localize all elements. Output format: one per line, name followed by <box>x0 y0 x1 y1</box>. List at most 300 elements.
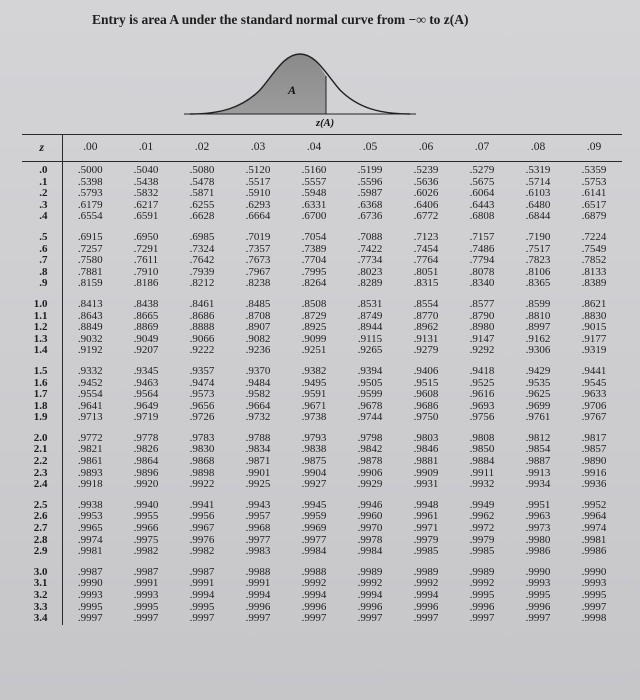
area-value: .9817 <box>581 431 607 444</box>
area-value: .8508 <box>301 297 327 310</box>
area-value: .8389 <box>581 277 607 290</box>
area-value: .6293 <box>245 198 271 211</box>
area-value: .6406 <box>413 198 439 211</box>
area-value: .5910 <box>245 187 271 200</box>
area-value: .9625 <box>525 388 551 401</box>
area-value: .9965 <box>62 523 118 535</box>
area-value: .9949 <box>469 498 495 511</box>
area-value: .5557 <box>301 175 327 188</box>
area-value: .9573 <box>189 388 215 401</box>
area-value: .9345 <box>133 364 159 377</box>
area-value: .9994 <box>189 589 215 601</box>
area-value: .7852 <box>581 254 607 267</box>
area-value: .9649 <box>133 399 159 412</box>
normal-curve-figure <box>180 42 420 130</box>
area-value: .9861 <box>62 456 118 468</box>
table-row <box>22 357 622 378</box>
area-value: .9382 <box>301 364 327 377</box>
shaded-area <box>190 54 326 114</box>
z-value: 1.7 <box>33 388 48 401</box>
area-value: .8554 <box>413 297 439 310</box>
area-value: .9881 <box>413 455 439 468</box>
area-value: .8531 <box>357 297 383 310</box>
area-value: .9940 <box>133 498 159 511</box>
table-caption: Entry is area A under the standard normal curve from −∞ to z(A) <box>92 12 469 27</box>
area-value: .7088 <box>357 230 383 243</box>
area-value: .9997 <box>245 612 271 625</box>
area-value: .9319 <box>581 344 607 357</box>
area-value: .9993 <box>581 577 607 590</box>
area-value: .9222 <box>189 344 215 357</box>
area-value: .9995 <box>62 602 118 614</box>
area-value: .7611 <box>133 254 159 267</box>
area-value: .6772 <box>413 210 439 223</box>
z-axis-label: z(A) <box>316 118 335 129</box>
area-value: .9418 <box>469 364 495 377</box>
area-value: .9830 <box>189 443 215 456</box>
area-value: .9545 <box>581 376 607 389</box>
area-value: .9332 <box>62 357 118 378</box>
z-table-header <box>22 135 622 162</box>
area-value: .7157 <box>469 230 495 243</box>
area-value: .9608 <box>413 388 439 401</box>
area-value: .9922 <box>189 478 215 491</box>
area-value: .9599 <box>357 388 383 401</box>
area-value: .9994 <box>245 589 271 601</box>
area-value: .9938 <box>62 491 118 512</box>
area-value: .6026 <box>413 187 439 200</box>
area-value: .9535 <box>525 376 551 389</box>
area-value: .6950 <box>133 230 159 243</box>
area-value: .8212 <box>189 277 215 290</box>
area-value: .9994 <box>357 589 383 601</box>
area-value: .9985 <box>469 545 495 558</box>
area-value: .5359 <box>581 164 607 176</box>
area-value: .9997 <box>189 612 215 625</box>
area-value: .9726 <box>189 411 215 424</box>
area-value: .9306 <box>525 344 551 357</box>
z-value: 1.4 <box>33 344 48 357</box>
z-value: 2.0 <box>33 431 48 444</box>
area-value: .5160 <box>301 164 327 176</box>
area-value: .9082 <box>245 332 271 345</box>
area-value: .8749 <box>357 309 383 322</box>
area-value: .9993 <box>525 577 551 590</box>
area-value: .9484 <box>245 376 271 389</box>
area-value: .5596 <box>357 175 383 188</box>
area-value: .9394 <box>357 364 383 377</box>
area-value: .9972 <box>469 522 495 535</box>
area-value: .9265 <box>357 344 383 357</box>
area-value: .6179 <box>62 200 118 212</box>
area-value: .9959 <box>301 510 327 523</box>
area-value: .8264 <box>301 277 327 290</box>
column-header: .06 <box>418 141 434 154</box>
table-row <box>22 546 622 558</box>
area-value: .9857 <box>581 443 607 456</box>
area-value: .9997 <box>62 613 118 625</box>
area-value: .7486 <box>469 242 495 255</box>
area-value: .6480 <box>525 198 551 211</box>
area-value: .5080 <box>189 164 215 176</box>
area-value: .9996 <box>301 600 327 613</box>
area-value: .9842 <box>357 443 383 456</box>
table-row <box>22 211 622 223</box>
column-header: .08 <box>530 141 546 154</box>
area-value: .8315 <box>413 277 439 290</box>
area-value: .9990 <box>62 578 118 590</box>
area-value: .9992 <box>301 577 327 590</box>
area-value: .9927 <box>301 478 327 491</box>
area-value: .8485 <box>245 297 271 310</box>
area-value: .7291 <box>133 242 159 255</box>
area-value: .7881 <box>62 267 118 279</box>
area-label: A <box>288 83 297 97</box>
area-value: .8340 <box>469 277 495 290</box>
area-value: .8962 <box>413 321 439 334</box>
area-value: .9974 <box>581 522 607 535</box>
area-value: .9955 <box>133 510 159 523</box>
area-value: .8665 <box>133 309 159 322</box>
area-value: .5987 <box>357 187 383 200</box>
column-header: .04 <box>306 141 322 154</box>
area-value: .9990 <box>581 565 607 578</box>
table-row <box>22 412 622 424</box>
table-row <box>22 290 622 311</box>
area-value: .9991 <box>189 577 215 590</box>
column-header: .03 <box>250 141 266 154</box>
area-value: .9788 <box>245 431 271 444</box>
area-value: .5040 <box>133 164 159 176</box>
area-value: .9452 <box>62 378 118 390</box>
area-value: .8849 <box>62 322 118 334</box>
area-value: .7517 <box>525 242 551 255</box>
area-value: .9641 <box>62 401 118 413</box>
area-value: .9957 <box>245 510 271 523</box>
area-value: .9678 <box>357 399 383 412</box>
area-value: .9987 <box>133 565 159 578</box>
area-value: .8708 <box>245 309 271 322</box>
area-value: .9761 <box>525 411 551 424</box>
area-value: .9616 <box>469 388 495 401</box>
area-value: .9991 <box>245 577 271 590</box>
area-value: .9474 <box>189 376 215 389</box>
area-value: .9920 <box>133 478 159 491</box>
area-value: .5120 <box>245 164 271 176</box>
area-value: .9989 <box>357 565 383 578</box>
area-value: .9992 <box>469 577 495 590</box>
area-value: .9982 <box>189 545 215 558</box>
area-value: .9783 <box>189 431 215 444</box>
column-header: .02 <box>194 141 210 154</box>
area-value: .9996 <box>525 600 551 613</box>
area-value: .9463 <box>133 376 159 389</box>
area-value: .6554 <box>62 211 118 223</box>
area-value: .5517 <box>245 175 271 188</box>
area-value: .9850 <box>469 443 495 456</box>
area-value: .9515 <box>413 376 439 389</box>
area-value: .7642 <box>189 254 215 267</box>
area-value: .7673 <box>245 254 271 267</box>
area-value: .9909 <box>413 466 439 479</box>
z-value: 2.3 <box>33 466 48 479</box>
area-value: .9997 <box>525 612 551 625</box>
area-value: .9772 <box>62 424 118 445</box>
area-value: .9997 <box>469 612 495 625</box>
area-value: .9964 <box>581 510 607 523</box>
area-value: .7454 <box>413 242 439 255</box>
z-value: 1.6 <box>33 376 48 389</box>
area-value: .9945 <box>301 498 327 511</box>
area-value: .9898 <box>189 466 215 479</box>
z-table <box>22 134 622 625</box>
area-value: .9980 <box>525 533 551 546</box>
area-value: .8577 <box>469 297 495 310</box>
area-value: .9991 <box>133 577 159 590</box>
area-value: .9131 <box>413 332 439 345</box>
area-value: .9995 <box>189 600 215 613</box>
z-value: 2.4 <box>33 478 48 491</box>
area-value: .5000 <box>62 162 118 177</box>
area-value: .9251 <box>301 344 327 357</box>
z-value: .8 <box>39 265 48 278</box>
area-value: .9671 <box>301 399 327 412</box>
area-value: .9279 <box>413 344 439 357</box>
area-value: .9990 <box>525 565 551 578</box>
area-value: .9846 <box>413 443 439 456</box>
area-value: .9878 <box>357 455 383 468</box>
area-value: .9893 <box>62 468 118 480</box>
area-value: .9996 <box>245 600 271 613</box>
area-value: .9525 <box>469 376 495 389</box>
area-value: .8907 <box>245 321 271 334</box>
area-value: .7967 <box>245 265 271 278</box>
area-value: .9686 <box>413 399 439 412</box>
area-value: .9706 <box>581 399 607 412</box>
area-value: .9996 <box>469 600 495 613</box>
area-value: .9997 <box>133 612 159 625</box>
area-value: .9884 <box>469 455 495 468</box>
table-row <box>22 590 622 602</box>
area-value: .9875 <box>301 455 327 468</box>
area-value: .9834 <box>245 443 271 456</box>
column-header: .00 <box>62 135 118 162</box>
area-value: .9664 <box>245 399 271 412</box>
area-value: .6064 <box>469 187 495 200</box>
table-row <box>22 613 622 625</box>
area-value: .7939 <box>189 265 215 278</box>
z-value: 2.5 <box>33 498 48 511</box>
area-value: .9979 <box>469 533 495 546</box>
z-value: 2.9 <box>33 545 48 558</box>
area-value: .9929 <box>357 478 383 491</box>
z-value: .5 <box>39 230 48 243</box>
area-value: .9032 <box>62 334 118 346</box>
area-value: .5948 <box>301 187 327 200</box>
z-value: .7 <box>39 254 48 267</box>
column-header: .07 <box>474 141 490 154</box>
area-value: .9963 <box>525 510 551 523</box>
area-value: .6664 <box>245 210 271 223</box>
area-value: .5675 <box>469 175 495 188</box>
area-value: .9916 <box>581 466 607 479</box>
area-value: .9969 <box>301 522 327 535</box>
area-value: .9943 <box>245 498 271 511</box>
table-row <box>22 345 622 357</box>
area-value: .6879 <box>581 210 607 223</box>
area-value: .9826 <box>133 443 159 456</box>
area-value: .9633 <box>581 388 607 401</box>
area-value: .9821 <box>62 444 118 456</box>
area-value: .9984 <box>357 545 383 558</box>
area-value: .9962 <box>469 510 495 523</box>
area-value: .7910 <box>133 265 159 278</box>
area-value: .7764 <box>413 254 439 267</box>
area-value: .5319 <box>525 164 551 176</box>
area-value: .9756 <box>469 411 495 424</box>
area-value: .8133 <box>581 265 607 278</box>
area-value: .9931 <box>413 478 439 491</box>
area-value: .7794 <box>469 254 495 267</box>
area-value: .9987 <box>189 565 215 578</box>
area-value: .6103 <box>525 187 551 200</box>
area-value: .9767 <box>581 411 607 424</box>
area-value: .9948 <box>413 498 439 511</box>
area-value: .5714 <box>525 175 551 188</box>
z-value: 1.3 <box>33 332 48 345</box>
area-value: .9996 <box>357 600 383 613</box>
area-value: .9971 <box>413 522 439 535</box>
column-header: .01 <box>138 141 154 154</box>
area-value: .5793 <box>62 188 118 200</box>
area-value: .9973 <box>525 522 551 535</box>
z-value: .3 <box>39 198 48 211</box>
area-value: .9995 <box>581 589 607 601</box>
area-value: .9429 <box>525 364 551 377</box>
area-value: .9989 <box>469 565 495 578</box>
z-value: 2.2 <box>33 455 48 468</box>
table-row <box>22 456 622 468</box>
table-row <box>22 389 622 401</box>
area-value: .5398 <box>62 177 118 189</box>
area-value: .9505 <box>357 376 383 389</box>
area-value: .8869 <box>133 321 159 334</box>
area-value: .9803 <box>413 431 439 444</box>
z-value: 1.5 <box>33 364 48 377</box>
area-value: .9998 <box>581 612 607 625</box>
area-value: .6255 <box>189 198 215 211</box>
area-value: .9934 <box>525 478 551 491</box>
area-value: .9838 <box>301 443 327 456</box>
area-value: .7190 <box>525 230 551 243</box>
area-value: .5199 <box>357 164 383 176</box>
area-value: .9441 <box>581 364 607 377</box>
area-value: .9983 <box>245 545 271 558</box>
area-value: .7324 <box>189 242 215 255</box>
table-row <box>22 278 622 290</box>
area-value: .9049 <box>133 332 159 345</box>
area-value: .9994 <box>413 589 439 601</box>
table-row <box>22 255 622 267</box>
area-value: .9993 <box>62 590 118 602</box>
area-value: .9918 <box>62 479 118 491</box>
area-value: .9887 <box>525 455 551 468</box>
area-value: .9988 <box>245 565 271 578</box>
area-value: .9890 <box>581 455 607 468</box>
area-value: .9995 <box>525 589 551 601</box>
table-row <box>22 523 622 535</box>
area-value: .9989 <box>413 565 439 578</box>
area-value: .8238 <box>245 277 271 290</box>
area-value: .9977 <box>301 533 327 546</box>
area-value: .9977 <box>245 533 271 546</box>
area-value: .9177 <box>581 332 607 345</box>
area-value: .5871 <box>189 187 215 200</box>
area-value: .9995 <box>133 600 159 613</box>
area-value: .9970 <box>357 522 383 535</box>
area-value: .9357 <box>189 364 215 377</box>
area-value: .9738 <box>301 411 327 424</box>
z-value: .6 <box>39 242 48 255</box>
z-value: 1.1 <box>33 309 48 322</box>
table-row <box>22 558 622 579</box>
z-value: 3.4 <box>33 612 48 625</box>
area-value: .5279 <box>469 164 495 176</box>
area-value: .9979 <box>413 533 439 546</box>
area-value: .7580 <box>62 255 118 267</box>
area-value: .6217 <box>133 198 159 211</box>
z-value: 2.6 <box>33 510 48 523</box>
area-value: .6331 <box>301 198 327 211</box>
area-value: .9744 <box>357 411 383 424</box>
z-value: .2 <box>39 187 48 200</box>
area-value: .8790 <box>469 309 495 322</box>
area-value: .9904 <box>301 466 327 479</box>
area-value: .8289 <box>357 277 383 290</box>
area-value: .6591 <box>133 210 159 223</box>
area-value: .9974 <box>62 535 118 547</box>
table-row <box>22 424 622 445</box>
area-value: .9162 <box>525 332 551 345</box>
area-value: .9406 <box>413 364 439 377</box>
area-value: .8888 <box>189 321 215 334</box>
area-value: .6844 <box>525 210 551 223</box>
area-value: .6915 <box>62 223 118 244</box>
area-value: .9871 <box>245 455 271 468</box>
area-value: .9996 <box>413 600 439 613</box>
area-value: .9975 <box>133 533 159 546</box>
area-value: .9292 <box>469 344 495 357</box>
area-value: .6368 <box>357 198 383 211</box>
z-value: 2.7 <box>33 522 48 535</box>
z-column-header: z <box>39 140 45 155</box>
area-value: .6141 <box>581 187 607 200</box>
area-value: .6985 <box>189 230 215 243</box>
area-value: .9778 <box>133 431 159 444</box>
area-value: .9582 <box>245 388 271 401</box>
area-value: .9808 <box>469 431 495 444</box>
area-value: .9370 <box>245 364 271 377</box>
area-value: .9978 <box>357 533 383 546</box>
area-value: .5239 <box>413 164 439 176</box>
table-row <box>22 479 622 491</box>
area-value: .8051 <box>413 265 439 278</box>
area-value: .9997 <box>357 612 383 625</box>
area-value: .8621 <box>581 297 607 310</box>
area-value: .9932 <box>469 478 495 491</box>
area-value: .9956 <box>189 510 215 523</box>
area-value: .7389 <box>301 242 327 255</box>
